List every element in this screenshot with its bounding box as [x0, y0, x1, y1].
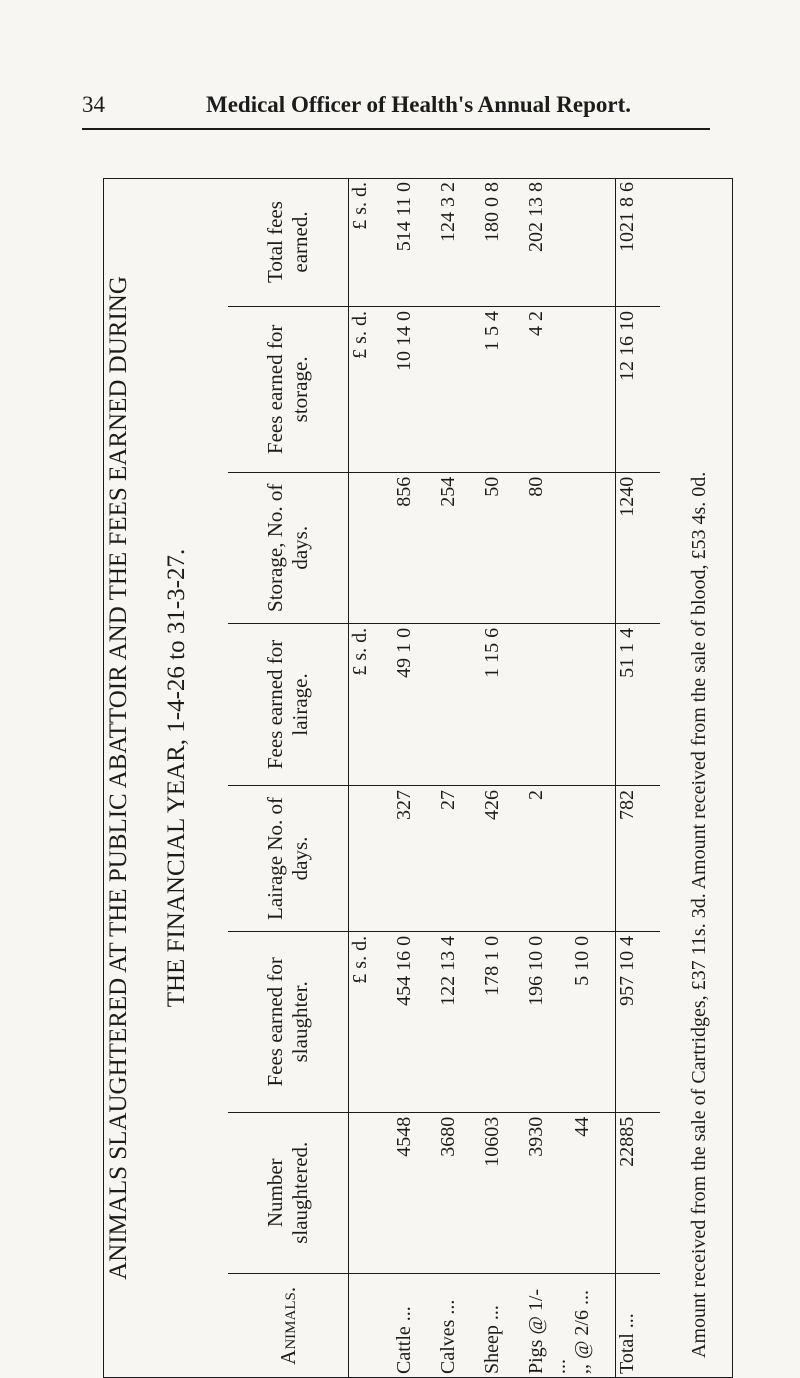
- table-cell: 27: [437, 786, 481, 932]
- col-header-animals: Animals.: [228, 1273, 349, 1378]
- table-cell: 50: [481, 472, 525, 623]
- table-cell: [525, 623, 571, 785]
- total-row: [616, 178, 661, 1378]
- table-title-line2: THE FINANCIAL YEAR, 1-4-26 to 31-3-27.: [163, 548, 190, 1008]
- total-cell: 1021 8 6: [616, 178, 661, 307]
- header-rule: [82, 128, 710, 130]
- animal-label: Cattle ...: [393, 1306, 415, 1374]
- col-header-lairage-days: Lairage No. of days.: [228, 786, 349, 932]
- col-header-fees-storage: Fees earned for storage.: [228, 307, 349, 473]
- table-cell: 4548: [393, 1112, 437, 1273]
- col-header-number-slaughtered: Number slaughtered.: [228, 1112, 349, 1273]
- table-cell: 178 1 0: [481, 931, 525, 1112]
- unit-cell: [349, 1112, 394, 1273]
- table-cell: 196 10 0: [525, 931, 571, 1112]
- table-cell: 4 2: [525, 307, 571, 473]
- table-row: [481, 178, 525, 1378]
- total-cell: 957 10 4: [616, 931, 661, 1112]
- unit-cell: [349, 786, 394, 932]
- table-cell: 80: [525, 472, 571, 623]
- unit-cell: [349, 1273, 394, 1378]
- page-number: 34: [82, 92, 105, 117]
- total-cell: 22885: [616, 1112, 661, 1273]
- table-cell: 124 3 2: [437, 178, 481, 307]
- table-cell: 49 1 0: [393, 623, 437, 785]
- table-cell: [571, 178, 616, 307]
- unit-cell: £ s. d.: [349, 623, 394, 785]
- unit-cell: £ s. d.: [349, 931, 394, 1112]
- unit-cell: £ s. d.: [349, 307, 394, 473]
- table-cell: 2: [525, 786, 571, 932]
- table-cell: 10 14 0: [393, 307, 437, 473]
- unit-cell: £ s. d.: [349, 178, 394, 307]
- table-cell: 514 11 0: [393, 178, 437, 307]
- footnote: Amount received from the sale of Cartridges, £37 11s. 3d. Amount received from the sale of blood, £53 4s. 0d.: [688, 471, 710, 1358]
- table-cell: 122 13 4: [437, 931, 481, 1112]
- table-row: [393, 178, 437, 1378]
- animal-label: Pigs @ 1/- ...: [525, 1288, 570, 1374]
- table-header-row: [228, 178, 349, 1378]
- table-cell: 254: [437, 472, 481, 623]
- table-cell: 180 0 8: [481, 178, 525, 307]
- table-cell: 426: [481, 786, 525, 932]
- total-cell: 1240: [616, 472, 661, 623]
- table-cell: 856: [393, 472, 437, 623]
- table-row: [571, 178, 616, 1378]
- table-cell: 3680: [437, 1112, 481, 1273]
- table-cell: [571, 307, 616, 473]
- table-cell: 1 5 4: [481, 307, 525, 473]
- table-cell: [571, 786, 616, 932]
- table-cell: [571, 623, 616, 785]
- table-row: [437, 178, 481, 1378]
- running-title: Medical Officer of Health's Annual Report.: [206, 92, 632, 117]
- table-cell: [437, 623, 481, 785]
- table-cell: 3930: [525, 1112, 571, 1273]
- slaughter-fees-table: [228, 178, 660, 1378]
- table-cell: 44: [571, 1112, 616, 1273]
- table-cell: 5 10 0: [571, 931, 616, 1112]
- table-cell: 202 13 8: [525, 178, 571, 307]
- table-cell: [437, 307, 481, 473]
- total-cell: 51 1 4: [616, 623, 661, 785]
- rotated-table-block: [103, 178, 733, 1378]
- table-row: [525, 178, 571, 1378]
- total-cell: 12 16 10: [616, 307, 661, 473]
- table-cell: 1 15 6: [481, 623, 525, 785]
- col-header-fees-lairage: Fees earned for lairage.: [228, 623, 349, 785]
- col-header-total-fees: Total fees earned.: [228, 178, 349, 307]
- animal-label: ,, @ 2/6 ...: [571, 1290, 593, 1374]
- animal-label: Sheep ...: [481, 1305, 503, 1374]
- table-cell: 327: [393, 786, 437, 932]
- total-cell: 782: [616, 786, 661, 932]
- total-label: Total ...: [616, 1273, 661, 1378]
- table-cell: 454 16 0: [393, 931, 437, 1112]
- col-header-fees-slaughter: Fees earned for slaughter.: [228, 931, 349, 1112]
- unit-cell: [349, 472, 394, 623]
- col-header-storage-days: Storage, No. of days.: [228, 472, 349, 623]
- table-title-line1: ANIMALS SLAUGHTERED AT THE PUBLIC ABATTOIR AND THE FEES EARNED DURING: [105, 276, 132, 1280]
- table-cell: [571, 472, 616, 623]
- unit-row: [349, 178, 394, 1378]
- table-cell: 10603: [481, 1112, 525, 1273]
- animal-label: Calves ...: [437, 1299, 459, 1374]
